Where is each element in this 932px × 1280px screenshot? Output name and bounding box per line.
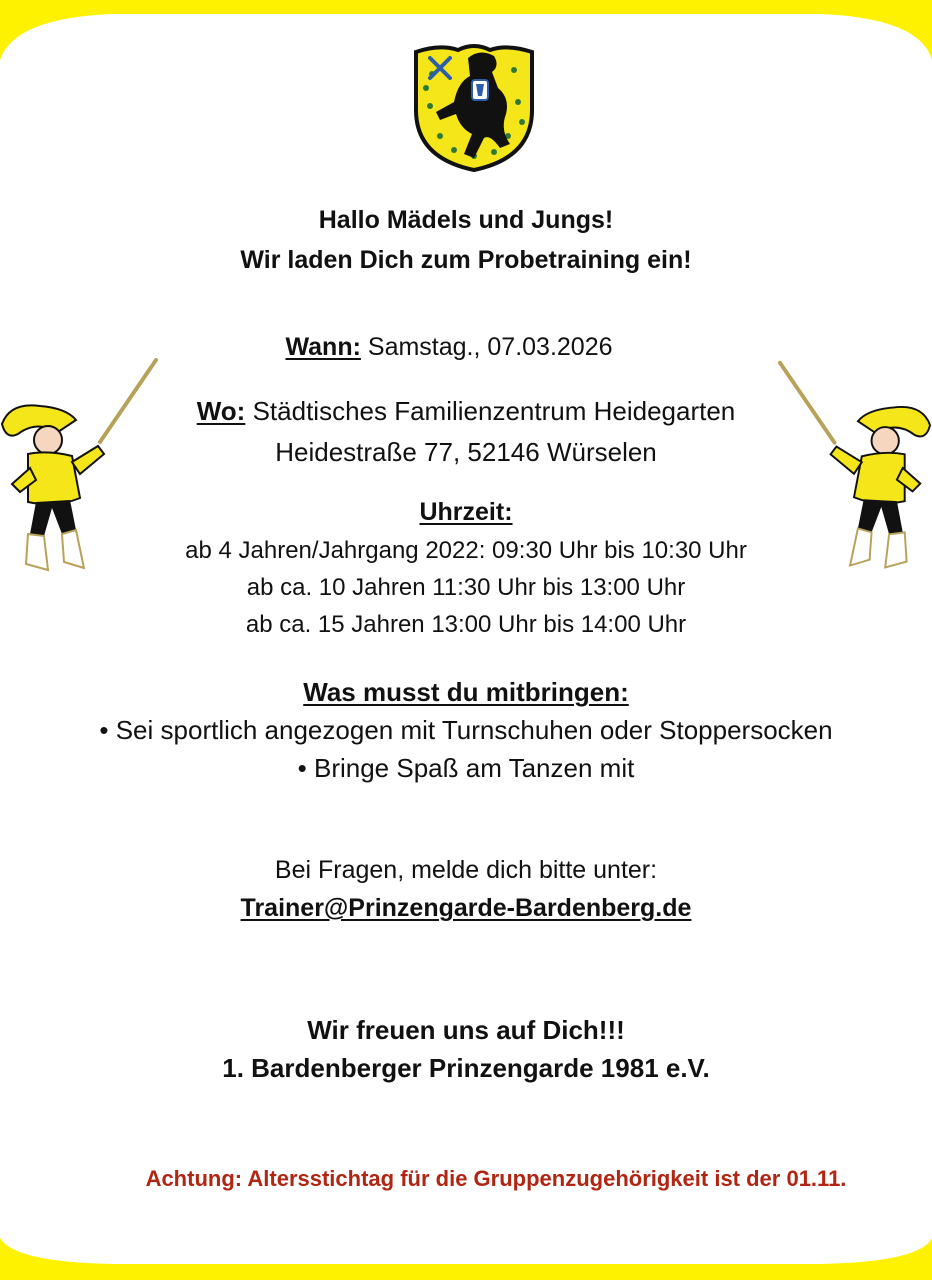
time-slot: ab ca. 15 Jahren 13:00 Uhr bis 14:00 Uhr bbox=[245, 611, 687, 638]
when-value: Samstag., 07.03.2026 bbox=[367, 333, 613, 361]
greeting-line-1: Hallo Mädels und Jungs! bbox=[318, 206, 614, 234]
closing-club-name: 1. Bardenberger Prinzengarde 1981 e.V. bbox=[222, 1053, 710, 1083]
when-label: Wann: bbox=[285, 333, 361, 361]
where-address: Heidestraße 77, 52146 Würselen bbox=[275, 437, 657, 467]
coat-of-arms-lion-icon bbox=[410, 40, 538, 174]
bring-heading: Was musst du mitbringen: bbox=[303, 677, 629, 707]
time-slot: ab ca. 10 Jahren 11:30 Uhr bis 13:00 Uhr bbox=[246, 574, 686, 601]
time-slot: ab 4 Jahren/Jahrgang 2022: 09:30 Uhr bis 10:30 Uhr bbox=[185, 537, 747, 564]
where-row bbox=[0, 396, 932, 427]
age-cutoff-notice: Achtung: Altersstichtag für die Gruppenzugehörigkeit ist der 01.11. bbox=[145, 1166, 847, 1191]
time-heading: Uhrzeit: bbox=[419, 498, 513, 526]
where-label: Wo: bbox=[196, 396, 246, 426]
closing-line-1: Wir freuen uns auf Dich!!! bbox=[307, 1015, 625, 1045]
when-row bbox=[0, 333, 915, 362]
bring-item: • Sei sportlich angezogen mit Turnschuhen oder Stoppersocken bbox=[99, 715, 833, 745]
contact-line: Bei Fragen, melde dich bitte unter: bbox=[274, 856, 658, 884]
where-value: Städtisches Familienzentrum Heidegarten bbox=[252, 396, 736, 426]
greeting-line-2: Wir laden Dich zum Probetraining ein! bbox=[240, 246, 692, 274]
contact-email-link[interactable]: Trainer@Prinzengarde-Bardenberg.de bbox=[240, 894, 692, 922]
bring-item: • Bringe Spaß am Tanzen mit bbox=[297, 753, 635, 783]
